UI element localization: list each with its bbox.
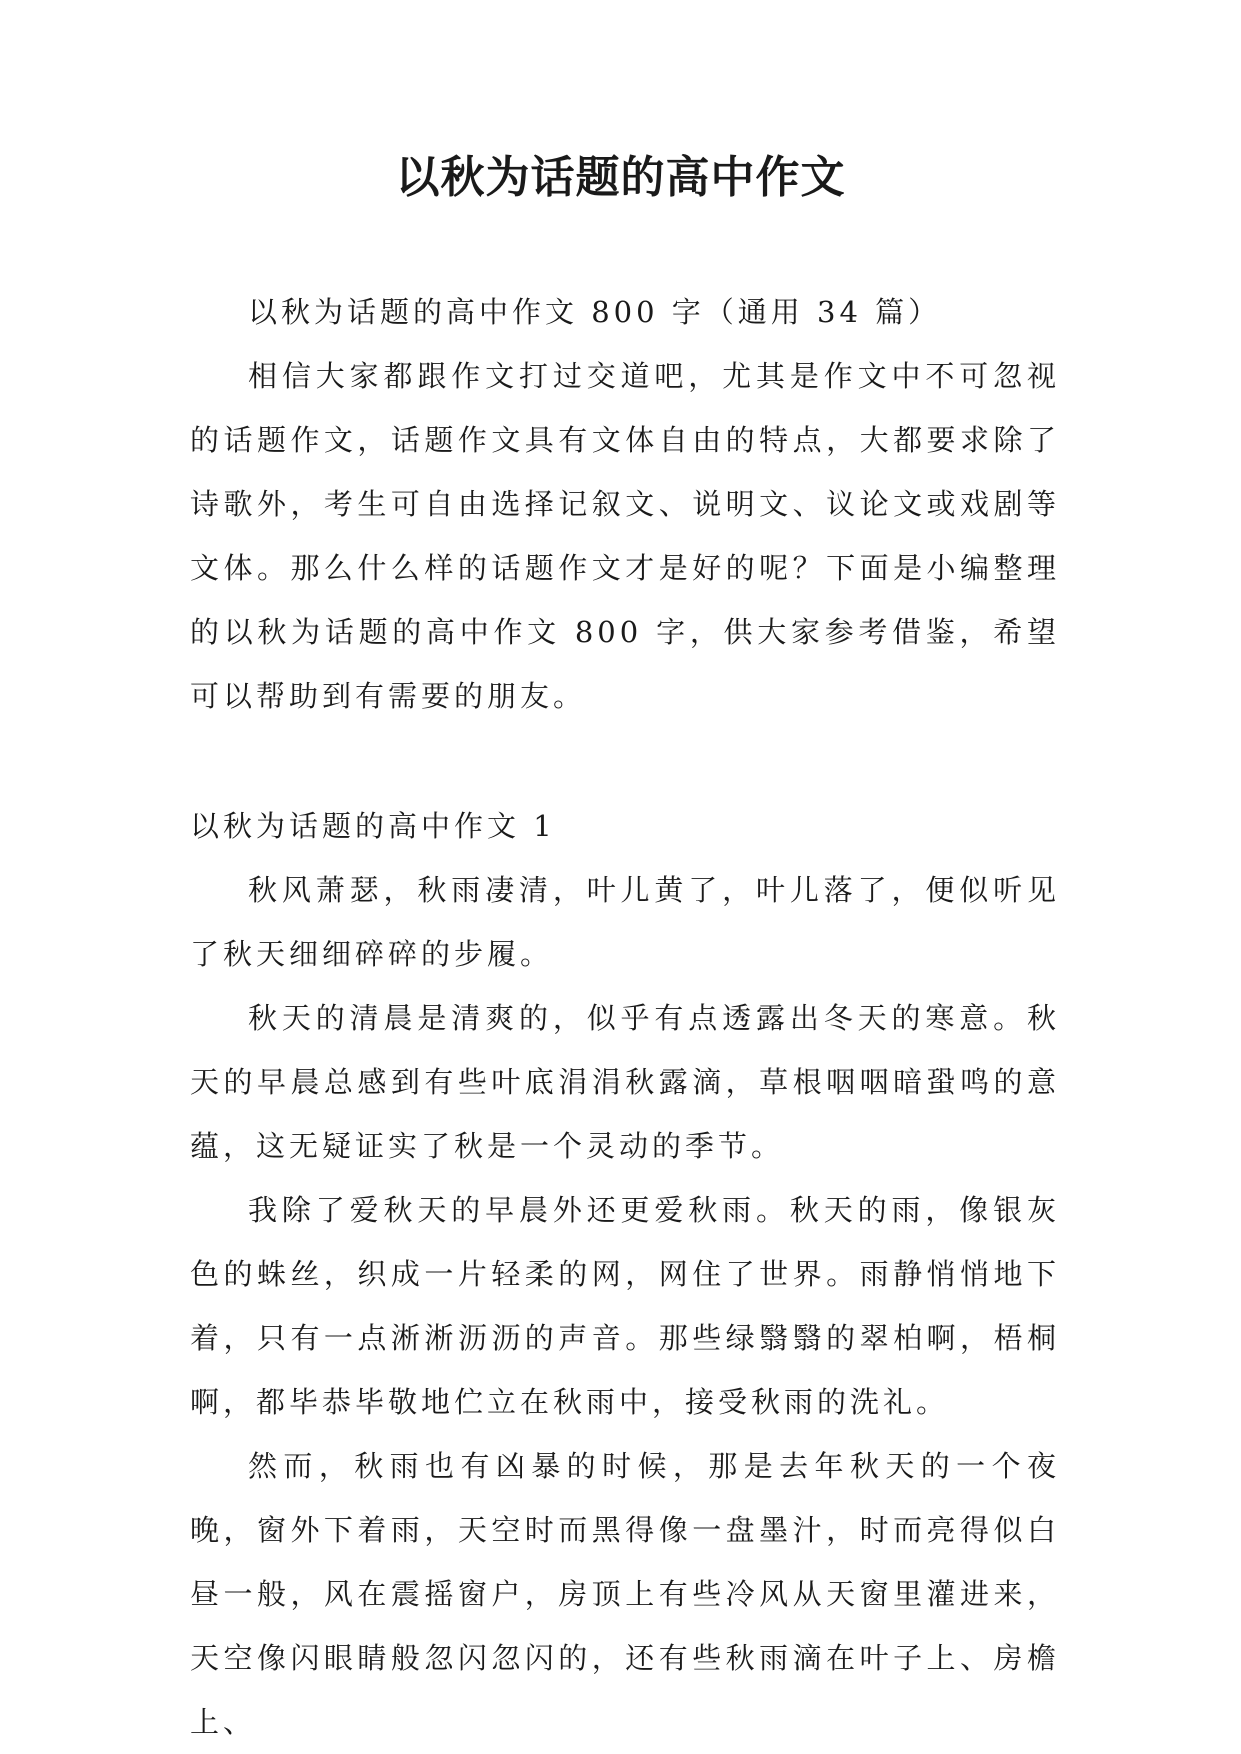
document-body: [190, 280, 1060, 1754]
section-paragraph: 我除了爱秋天的早晨外还更爱秋雨。秋天的雨，像银灰色的蛛丝，织成一片轻柔的网，网住了世界。雨静悄悄地下着，只有一点淅淅沥沥的声音。那些绿翳翳的翠柏啊，梧桐啊，都毕恭毕敬地伫立在秋雨中，接受秋雨的洗礼。: [190, 1193, 1060, 1419]
section-paragraph: 秋风萧瑟，秋雨凄清，叶儿黄了，叶儿落了，便似听见了秋天细细碎碎的步履。: [190, 873, 1060, 971]
section-paragraph: 秋天的清晨是清爽的，似乎有点透露出冬天的寒意。秋天的早晨总感到有些叶底涓涓秋露滴，草根咽咽暗蛩鸣的意蕴，这无疑证实了秋是一个灵动的季节。: [190, 1001, 1060, 1163]
section-heading: 以秋为话题的高中作文 1: [190, 809, 556, 843]
intro-subtitle: 以秋为话题的高中作文 800 字（通用 34 篇）: [248, 295, 942, 329]
intro-paragraph: 相信大家都跟作文打过交道吧，尤其是作文中不可忽视的话题作文，话题作文具有文体自由的特点，大都要求除了诗歌外，考生可自由选择记叙文、说明文、议论文或戏剧等文体。那么什么样的话题作文才是好的呢？下面是小编整理的以秋为话题的高中作文 800 字，供大家参考借鉴，希望可以帮助到有需要的朋友。: [190, 359, 1060, 713]
document-title: 以秋为话题的高中作文: [395, 152, 846, 203]
section-paragraph: 然而，秋雨也有凶暴的时候，那是去年秋天的一个夜晚，窗外下着雨，天空时而黑得像一盘墨汁，时而亮得似白昼一般，风在震摇窗户，房顶上有些冷风从天窗里灌进来，天空像闪眼睛般忽闪忽闪的，还有些秋雨滴在叶子上、房檐上、: [190, 1449, 1060, 1739]
